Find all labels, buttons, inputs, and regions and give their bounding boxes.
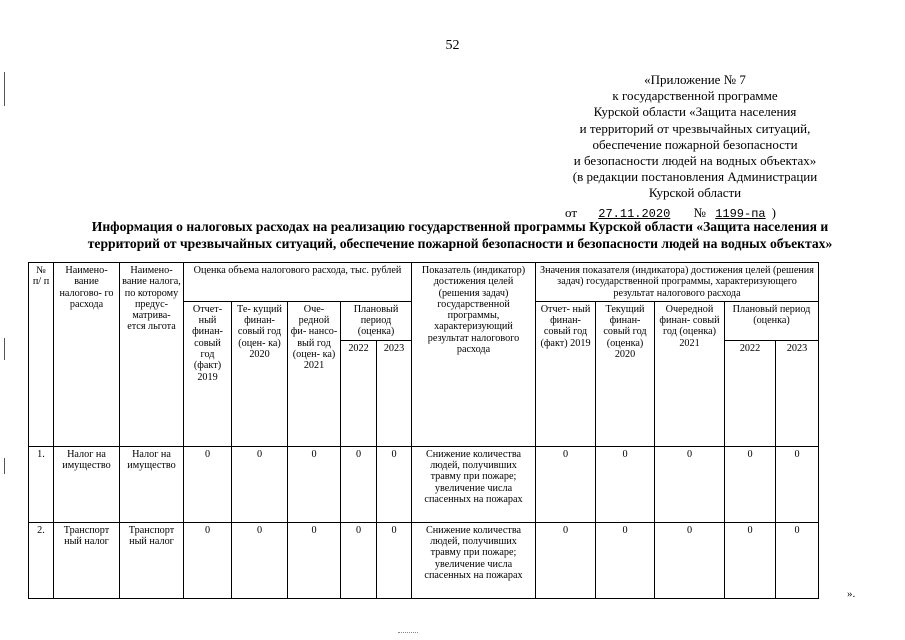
cell-indicator: Снижение количества людей, получивших травму при пожаре; увеличение числа спасенных на пожарах: [412, 522, 536, 598]
header-num: № п/ п: [29, 263, 54, 447]
annex-line: и безопасности людей на водных объектах»: [573, 153, 817, 169]
header-volume-2023: 2023: [377, 340, 412, 446]
cell-value-2020: 0: [596, 522, 655, 598]
page-number: 52: [445, 38, 460, 53]
cell-volume-2022: 0: [341, 446, 377, 522]
cell-num: 1.: [29, 446, 54, 522]
cell-indicator: Снижение количества людей, получивших травму при пожаре; увеличение числа спасенных на пожарах: [412, 446, 536, 522]
cell-volume-2023: 0: [377, 522, 412, 598]
annex-line: (в редакции постановления Администрации: [572, 169, 818, 185]
cell-tax-name: Налог на имущество: [54, 446, 120, 522]
number-value: 1199-па: [715, 207, 766, 221]
cell-value-2019: 0: [536, 446, 596, 522]
header-volume-plan: Плановый период (оценка): [341, 301, 412, 340]
annex-line: Курской области «Защита населения: [593, 104, 797, 120]
cell-tax-type: Налог на имущество: [120, 446, 184, 522]
header-volume-2022: 2022: [341, 340, 377, 446]
cell-value-2023: 0: [776, 446, 819, 522]
annex-line: Курской области: [648, 185, 742, 201]
cell-volume-2021: 0: [288, 522, 341, 598]
cell-volume-2022: 0: [341, 522, 377, 598]
header-values-fact: Отчет- ный финан- совый год (факт) 2019: [536, 301, 596, 446]
scan-artifact: [398, 632, 418, 634]
cell-volume-2023: 0: [377, 446, 412, 522]
cell-tax-type: Транспорт ный налог: [120, 522, 184, 598]
number-prefix: №: [693, 205, 706, 220]
header-values-2022: 2022: [725, 340, 776, 446]
cell-volume-2019: 0: [184, 522, 232, 598]
cell-value-2021: 0: [655, 522, 725, 598]
header-volume-current: Те- кущий финан- совый год (оцен- ка) 2020: [232, 301, 288, 446]
annex-line: обеспечение пожарной безопасности: [592, 136, 798, 152]
header-values-2023: 2023: [776, 340, 819, 446]
scan-margin-mark: [4, 72, 5, 106]
cell-num: 2.: [29, 522, 54, 598]
cell-value-2020: 0: [596, 446, 655, 522]
date-prefix: от: [565, 205, 578, 220]
table-row: [29, 446, 819, 522]
header-volume-next: Оче- редной фи- нансо- вый год (оцен- ка) 2021: [288, 301, 341, 446]
cell-value-2023: 0: [776, 522, 819, 598]
header-tax-name: Наимено- вание налогово- го расхода: [54, 263, 120, 447]
cell-volume-2020: 0: [232, 446, 288, 522]
date-value: 27.11.2020: [598, 207, 671, 221]
cell-tax-name: Транспорт ный налог: [54, 522, 120, 598]
cell-value-2022: 0: [725, 522, 776, 598]
header-values-next: Очередной финан- совый год (оценка) 2021: [655, 301, 725, 446]
document-title: [40, 218, 880, 252]
header-tax-type: Наимено- вание налога, по которому предус- матрива- ется льгота: [120, 263, 184, 447]
cell-volume-2020: 0: [232, 522, 288, 598]
header-values-current: Текущий финан- совый год (оценка) 2020: [596, 301, 655, 446]
scan-margin-mark: [4, 458, 5, 474]
cell-value-2022: 0: [725, 446, 776, 522]
cell-value-2019: 0: [536, 522, 596, 598]
cell-value-2021: 0: [655, 446, 725, 522]
header-values-group: Значения показателя (индикатора) достижения целей (решения задач) государственной программы, характеризующего результат налогового расхода: [536, 263, 819, 302]
annex-line: и территорий от чрезвычайных ситуаций,: [579, 120, 811, 136]
cell-volume-2019: 0: [184, 446, 232, 522]
header-values-plan: Плановый период (оценка): [725, 301, 819, 340]
header-volume-group: Оценка объема налогового расхода, тыс. рублей: [184, 263, 412, 302]
table-row: [29, 522, 819, 598]
title-line: территорий от чрезвычайных ситуаций, обеспечение пожарной безопасности и безопасности людей на водных объектах»: [87, 236, 833, 251]
annex-line: к государственной программе: [612, 88, 778, 104]
annex-header: [550, 72, 840, 202]
title-line: Информация о налоговых расходах на реализацию государственной программы Курской области «Защита населения и: [91, 219, 829, 234]
number-suffix: ): [771, 205, 776, 220]
header-indicator: Показатель (индикатор) достижения целей (решения задач) государственной программы, характеризующий результат налогового расхода: [412, 263, 536, 447]
scan-margin-mark: [4, 338, 5, 360]
header-volume-fact: Отчет- ный финан- совый год (факт) 2019: [184, 301, 232, 446]
closing-quote-mark: ».: [847, 588, 856, 600]
cell-volume-2021: 0: [288, 446, 341, 522]
annex-line: «Приложение № 7: [644, 72, 746, 87]
tax-expenditure-table: [28, 262, 819, 599]
